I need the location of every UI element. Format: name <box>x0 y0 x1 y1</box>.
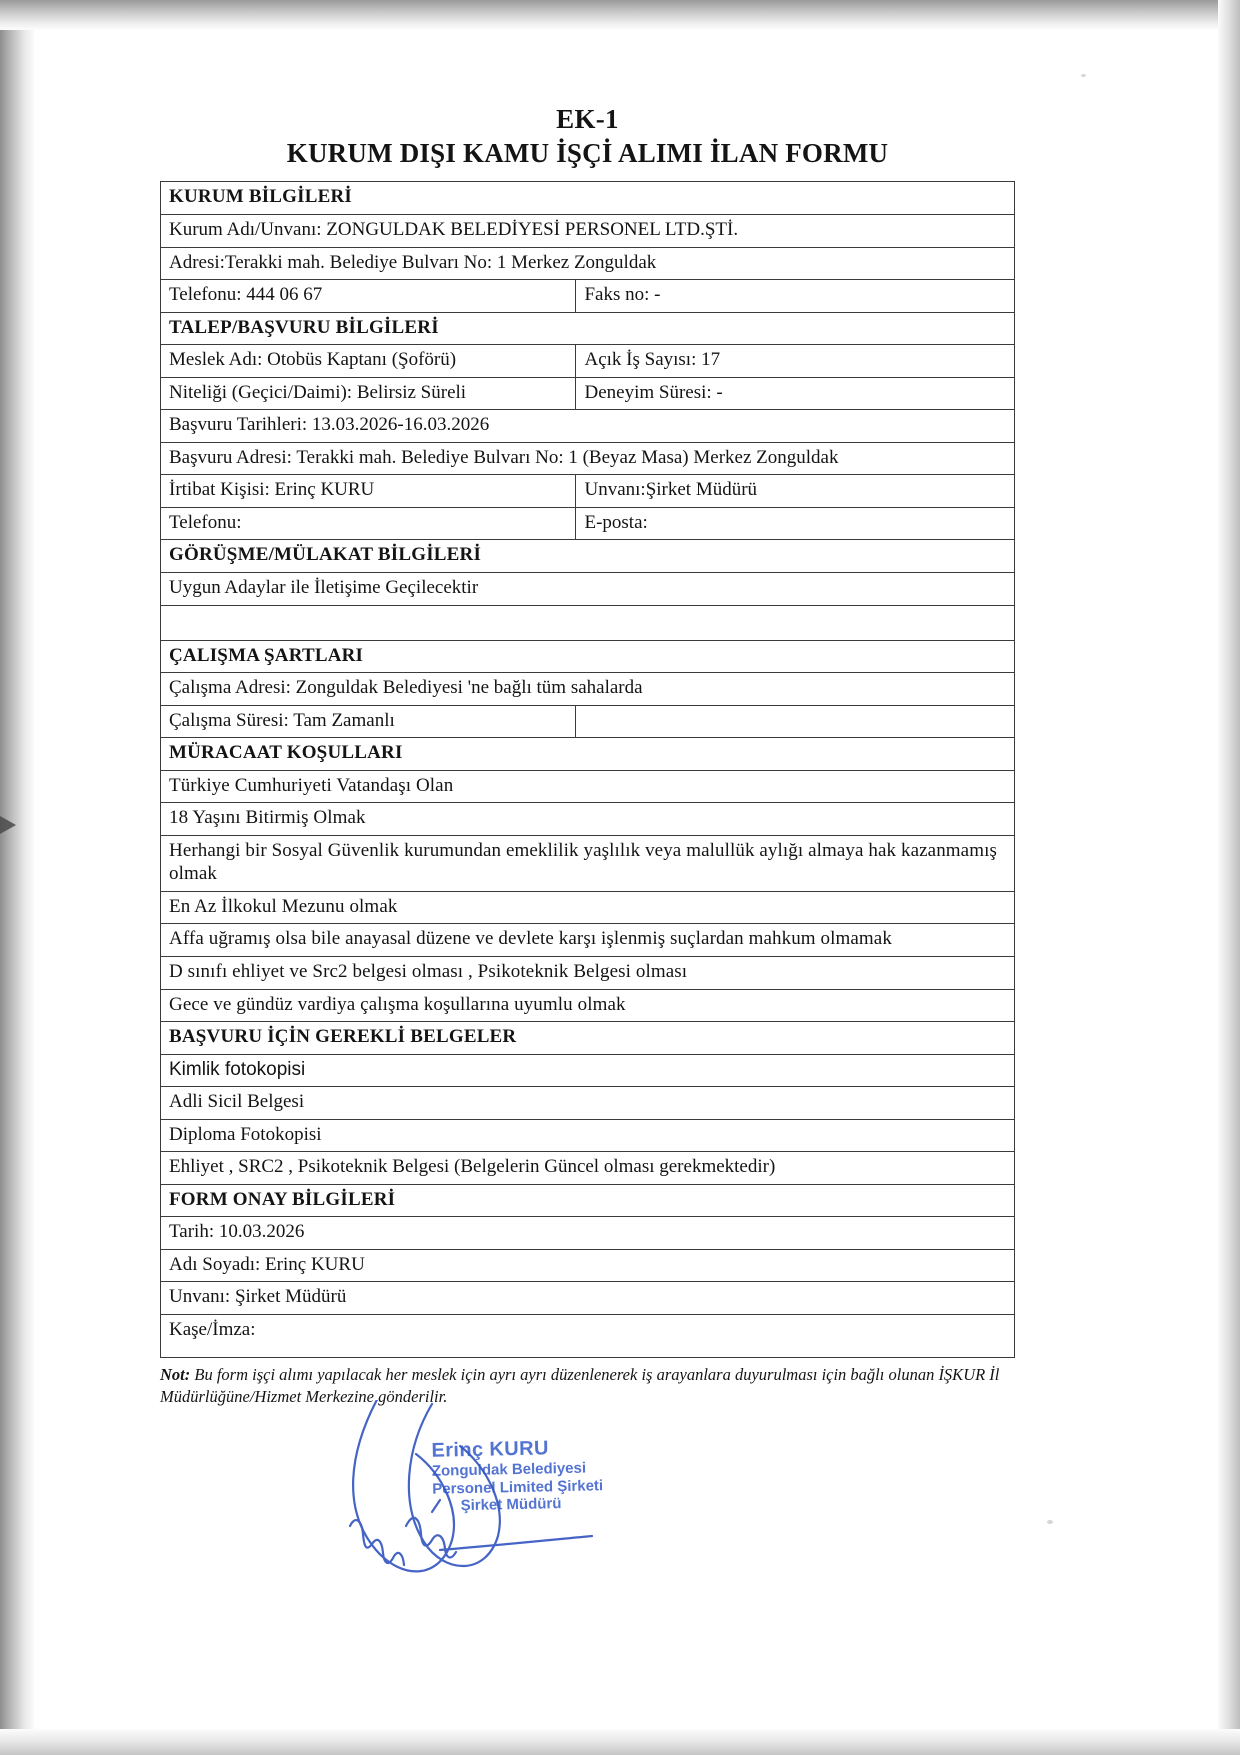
table-row <box>161 803 1015 836</box>
table-row <box>161 1315 1015 1358</box>
requirement-item: D sınıfı ehliyet ve Src2 belgesi olması , Psikoteknik Belgesi olması <box>161 957 1015 990</box>
section-header-approval: FORM ONAY BİLGİLERİ <box>161 1184 1015 1217</box>
scan-edge-left <box>0 0 34 1755</box>
requirement-item: Türkiye Cumhuriyeti Vatandaşı Olan <box>161 770 1015 803</box>
page-title: KURUM DIŞI KAMU İŞÇİ ALIMI İLAN FORMU <box>286 138 889 169</box>
table-row <box>161 182 1015 215</box>
table-row <box>161 507 1015 540</box>
table-row <box>161 1054 1015 1087</box>
field-application-address: Başvuru Adresi: Terakki mah. Belediye Bulvarı No: 1 (Beyaz Masa) Merkez Zonguldak <box>161 442 1015 475</box>
required-document-item: Adli Sicil Belgesi <box>161 1087 1015 1120</box>
requirement-item: 18 Yaşını Bitirmiş Olmak <box>161 803 1015 836</box>
field-contact-phone: Telefonu: <box>161 507 576 540</box>
table-row <box>161 605 1015 640</box>
field-interview-blank <box>161 605 1015 640</box>
field-contact-person: İrtibat Kişisi: Erinç KURU <box>161 475 576 508</box>
table-row <box>161 673 1015 706</box>
field-interview-info: Uygun Adaylar ile İletişime Geçilecektir <box>161 573 1015 606</box>
field-approval-full-name: Adı Soyadı: Erinç KURU <box>161 1249 1015 1282</box>
table-row <box>161 442 1015 475</box>
table-row <box>161 891 1015 924</box>
field-work-duration-blank <box>576 705 1015 738</box>
required-document-item: Diploma Fotokopisi <box>161 1119 1015 1152</box>
annex-label: EK-1 <box>556 104 619 134</box>
field-institution-fax: Faks no: - <box>576 280 1015 313</box>
field-qualification: Niteliği (Geçici/Daimi): Belirsiz Süreli <box>161 377 576 410</box>
table-row <box>161 540 1015 573</box>
table-row <box>161 247 1015 280</box>
table-row <box>161 345 1015 378</box>
footer-note-label: Not: <box>160 1365 191 1385</box>
section-header-interview: GÖRÜŞME/MÜLAKAT BİLGİLERİ <box>161 540 1015 573</box>
section-header-request: TALEP/BAŞVURU BİLGİLERİ <box>161 312 1015 345</box>
requirement-item: Herhangi bir Sosyal Güvenlik kurumundan emeklilik yaşlılık veya malullük aylığı almaya hak kazanmamış olmak <box>161 835 1015 891</box>
requirement-item: En Az İlkokul Mezunu olmak <box>161 891 1015 924</box>
form-content <box>160 104 1015 1409</box>
footer-note <box>160 1364 1010 1409</box>
table-row <box>161 989 1015 1022</box>
table-row <box>161 280 1015 313</box>
table-row <box>161 640 1015 673</box>
stamp-line-name: Erinç KURU <box>431 1437 550 1462</box>
scan-speck <box>1047 1520 1053 1524</box>
field-institution-address: Adresi:Terakki mah. Belediye Bulvarı No: 1 Merkez Zonguldak <box>161 247 1015 280</box>
table-row <box>161 475 1015 508</box>
table-row <box>161 1119 1015 1152</box>
table-row <box>161 1022 1015 1055</box>
table-row <box>161 957 1015 990</box>
stamp-line-company: Personel Limited Şirketi <box>432 1476 604 1498</box>
section-header-application-requirements: MÜRACAAT KOŞULLARI <box>161 738 1015 771</box>
field-institution-name: Kurum Adı/Unvanı: ZONGULDAK BELEDİYESİ PERSONEL LTD.ŞTİ. <box>161 214 1015 247</box>
table-row <box>161 1152 1015 1185</box>
scan-edge-top <box>0 0 1240 30</box>
table-row <box>161 312 1015 345</box>
table-row <box>161 1087 1015 1120</box>
company-stamp <box>431 1436 603 1515</box>
field-work-address: Çalışma Adresi: Zonguldak Belediyesi 'ne bağlı tüm sahalarda <box>161 673 1015 706</box>
required-document-item: Kimlik fotokopisi <box>161 1054 1015 1087</box>
stamp-line-title: Şirket Müdürü <box>460 1495 562 1515</box>
field-institution-phone: Telefonu: 444 06 67 <box>161 280 576 313</box>
table-row <box>161 705 1015 738</box>
table-row <box>161 1184 1015 1217</box>
requirement-item: Gece ve gündüz vardiya çalışma koşullarına uyumlu olmak <box>161 989 1015 1022</box>
field-occupation-name: Meslek Adı: Otobüs Kaptanı (Şoförü) <box>161 345 576 378</box>
scan-edge-bottom <box>0 1729 1240 1755</box>
required-document-item: Ehliyet , SRC2 , Psikoteknik Belgesi (Belgelerin Güncel olması gerekmektedir) <box>161 1152 1015 1185</box>
field-contact-email: E-posta: <box>576 507 1015 540</box>
section-header-working-conditions: ÇALIŞMA ŞARTLARI <box>161 640 1015 673</box>
field-approval-stamp-signature: Kaşe/İmza: <box>161 1315 1015 1358</box>
field-work-duration: Çalışma Süresi: Tam Zamanlı <box>161 705 576 738</box>
table-row <box>161 924 1015 957</box>
table-row <box>161 1249 1015 1282</box>
field-approval-title: Unvanı: Şirket Müdürü <box>161 1282 1015 1315</box>
section-header-institution: KURUM BİLGİLERİ <box>161 182 1015 215</box>
field-open-positions: Açık İş Sayısı: 17 <box>576 345 1015 378</box>
stamp-line-municipality: Zonguldak Belediyesi <box>431 1459 587 1480</box>
form-table <box>160 181 1015 1358</box>
scan-arrow-artifact <box>0 816 16 834</box>
table-row <box>161 835 1015 891</box>
document-title-block <box>160 104 1015 169</box>
field-experience: Deneyim Süresi: - <box>576 377 1015 410</box>
scan-speck <box>1081 74 1086 77</box>
footer-note-text: Bu form işçi alımı yapılacak her meslek için ayrı ayrı düzenlenerek iş arayanlara duyurulması için bağlı olunan İŞKUR İl Müdürlüğüne/Hizmet Merkezine gönderilir. <box>160 1365 1000 1407</box>
section-header-required-documents: BAŞVURU İÇİN GEREKLİ BELGELER <box>161 1022 1015 1055</box>
field-contact-title: Unvanı:Şirket Müdürü <box>576 475 1015 508</box>
table-row <box>161 1282 1015 1315</box>
table-row <box>161 410 1015 443</box>
field-application-dates: Başvuru Tarihleri: 13.03.2026-16.03.2026 <box>161 410 1015 443</box>
table-row <box>161 1217 1015 1250</box>
table-row <box>161 573 1015 606</box>
table-row <box>161 377 1015 410</box>
table-row <box>161 770 1015 803</box>
field-approval-date: Tarih: 10.03.2026 <box>161 1217 1015 1250</box>
handwritten-signature <box>320 1400 740 1590</box>
table-row <box>161 214 1015 247</box>
requirement-item: Affa uğramış olsa bile anayasal düzene ve devlete karşı işlenmiş suçlardan mahkum olmamak <box>161 924 1015 957</box>
table-row <box>161 738 1015 771</box>
scan-edge-right <box>1218 0 1240 1755</box>
